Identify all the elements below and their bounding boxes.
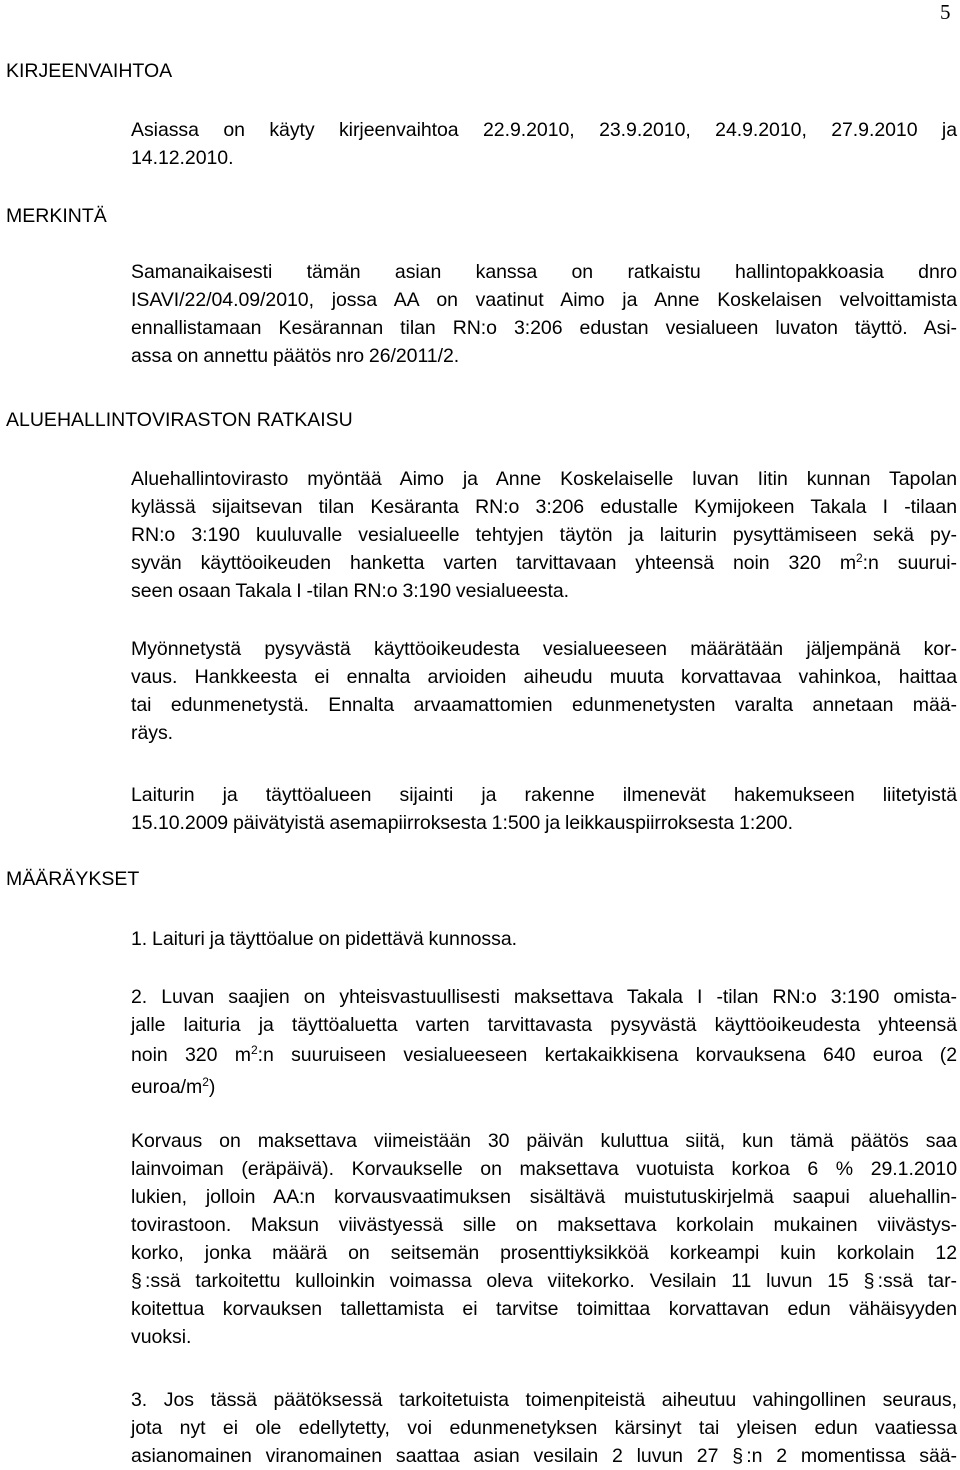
line: 14.12.2010.	[131, 147, 234, 169]
heading-merkinta: MERKINTÄ	[6, 205, 107, 227]
section-sign: §	[732, 1445, 744, 1467]
heading-ratkaisu: ALUEHALLINTOVIRASTON RATKAISU	[6, 409, 353, 431]
maarays-3	[131, 1386, 957, 1470]
section-sign: §	[131, 1270, 142, 1292]
line: lukien, jolloin AA:n korvausvaatimuksen sisältävä muistutuskirjelmä saapui aluehallin-	[131, 1186, 957, 1208]
line: seen osaan Takala I -tilan RN:o 3:190 vesialueesta.	[131, 580, 570, 602]
line: Korvaus on maksettava viimeistään 30 päivän kuluttua siitä, kun tämä päätös saa	[131, 1130, 957, 1152]
line: 15.10.2009 päivätyistä asemapiirroksesta 1:500 ja leikkauspiirroksesta 1:200.	[131, 812, 793, 834]
paragraph-ratkaisu-3	[131, 781, 957, 837]
line: Myönnetystä pysyvästä käyttöoikeudesta vesialueeseen määrätään jäljempänä kor-	[131, 638, 957, 660]
line	[131, 1041, 957, 1069]
line: tai edunmenetystä. Ennalta arvaamattomien edunmenetysten varalta annetaan mää-	[131, 694, 957, 716]
line: vaus. Hankkeesta ei ennalta arvioiden aiheudu muuta korvattavaa vahinkoa, haittaa	[131, 666, 957, 688]
line: tovirastoon. Maksun viivästyessä sille on maksettava korkolain mukainen viivästys-	[131, 1214, 957, 1236]
line: jota nyt ei ole edellytetty, voi edunmenetyksen kärsinyt tai yleisen edun vaatiessa	[131, 1417, 957, 1439]
line: assa on annettu päätös nro 26/2011/2.	[131, 345, 460, 367]
line: lainvoiman (eräpäivä). Korvaukselle on maksettava vuotuista korkoa 6 % 29.1.2010	[131, 1158, 957, 1180]
line: 2. Luvan saajien on yhteisvastuullisesti maksettava Takala I -tilan RN:o 3:190 omista-	[131, 986, 957, 1008]
text: euroa/m	[131, 1076, 203, 1098]
heading-maaraykset: MÄÄRÄYKSET	[6, 868, 140, 890]
heading-kirjeenvaihto: KIRJEENVAIHTOA	[6, 60, 173, 82]
line: jalle laituria ja täyttöaluetta varten tarvittavasta pysyvästä käyttöoikeudesta yhteensä	[131, 1014, 957, 1036]
line	[131, 549, 957, 577]
line: koitettua korvauksen tallettamista ei tarvitse toimittaa korvattavan edun vähäisyyden	[131, 1298, 957, 1320]
text: asianomainen viranomainen saattaa asian vesilain 2 luvun 27	[131, 1445, 719, 1467]
maarays-2	[131, 983, 957, 1101]
line	[131, 1267, 957, 1295]
text: :ssä tar-	[877, 1270, 957, 1292]
line: Samanaikaisesti tämän asian kanssa on ratkaistu hallintopakkoasia dnro	[131, 261, 957, 283]
text: )	[208, 1076, 216, 1098]
line: Laiturin ja täyttöalueen sijainti ja rakenne ilmenevät hakemukseen liitetyistä	[131, 784, 957, 806]
line: ISAVI/22/04.09/2010, jossa AA on vaatinut Aimo ja Anne Koskelaisen velvoittamista	[131, 289, 957, 311]
text: :n suuruiseen vesialueeseen kertakaikkisena korvauksena 640 euroa (2	[257, 1044, 957, 1066]
paragraph-merkinta	[131, 258, 957, 370]
text: noin 320 m	[131, 1044, 251, 1066]
superscript: 2	[202, 1075, 209, 1089]
superscript: 2	[856, 551, 863, 565]
line: vuoksi.	[131, 1326, 192, 1348]
superscript: 2	[250, 1043, 258, 1057]
maarays-1	[131, 925, 957, 953]
paragraph-ratkaisu-1	[131, 465, 957, 605]
text: :ssä tarkoitettu kulloinkin voimassa oleva viitekorko. Vesilain 11 luvun 15	[145, 1270, 849, 1292]
line	[131, 1073, 957, 1101]
line: 3. Jos tässä päätöksessä tarkoitetuista toimenpiteistä aiheutuu vahingollinen seuraus,	[131, 1389, 957, 1411]
section-sign: §	[863, 1270, 875, 1292]
paragraph-korvaus	[131, 1127, 957, 1351]
paragraph-ratkaisu-2	[131, 635, 957, 747]
line: RN:o 3:190 kuuluvalle vesialueelle tehtyjen täytön ja laiturin pysyttämiseen sekä py-	[131, 524, 957, 546]
line: ennallistamaan Kesärannan tilan RN:o 3:206 edustan vesialueen luvaton täyttö. Asi-	[131, 317, 957, 339]
paragraph-kirjeenvaihto	[131, 116, 957, 172]
line	[131, 1442, 957, 1470]
line: räys.	[131, 722, 174, 744]
text: syvän käyttöoikeuden hanketta varten tarvittavaan yhteensä noin 320 m	[131, 552, 857, 574]
line: kylässä sijaitsevan tilan Kesäranta RN:o 3:206 edustalle Kymijokeen Takala I -tilaan	[131, 496, 957, 518]
line: 1. Laituri ja täyttöalue on pidettävä kunnossa.	[131, 928, 517, 950]
text: :n suurui-	[862, 552, 957, 574]
line: Aluehallintovirasto myöntää Aimo ja Anne Koskelaiselle luvan Iitin kunnan Tapolan	[131, 468, 957, 490]
line: korko, jonka määrä on seitsemän prosenttiyksikköä korkeampi kuin korkolain 12	[131, 1242, 957, 1264]
page-number: 5	[940, 0, 951, 24]
text: :n 2 momentissa sää-	[746, 1445, 957, 1467]
line: Asiassa on käyty kirjeenvaihtoa 22.9.2010, 23.9.2010, 24.9.2010, 27.9.2010 ja	[131, 119, 957, 141]
